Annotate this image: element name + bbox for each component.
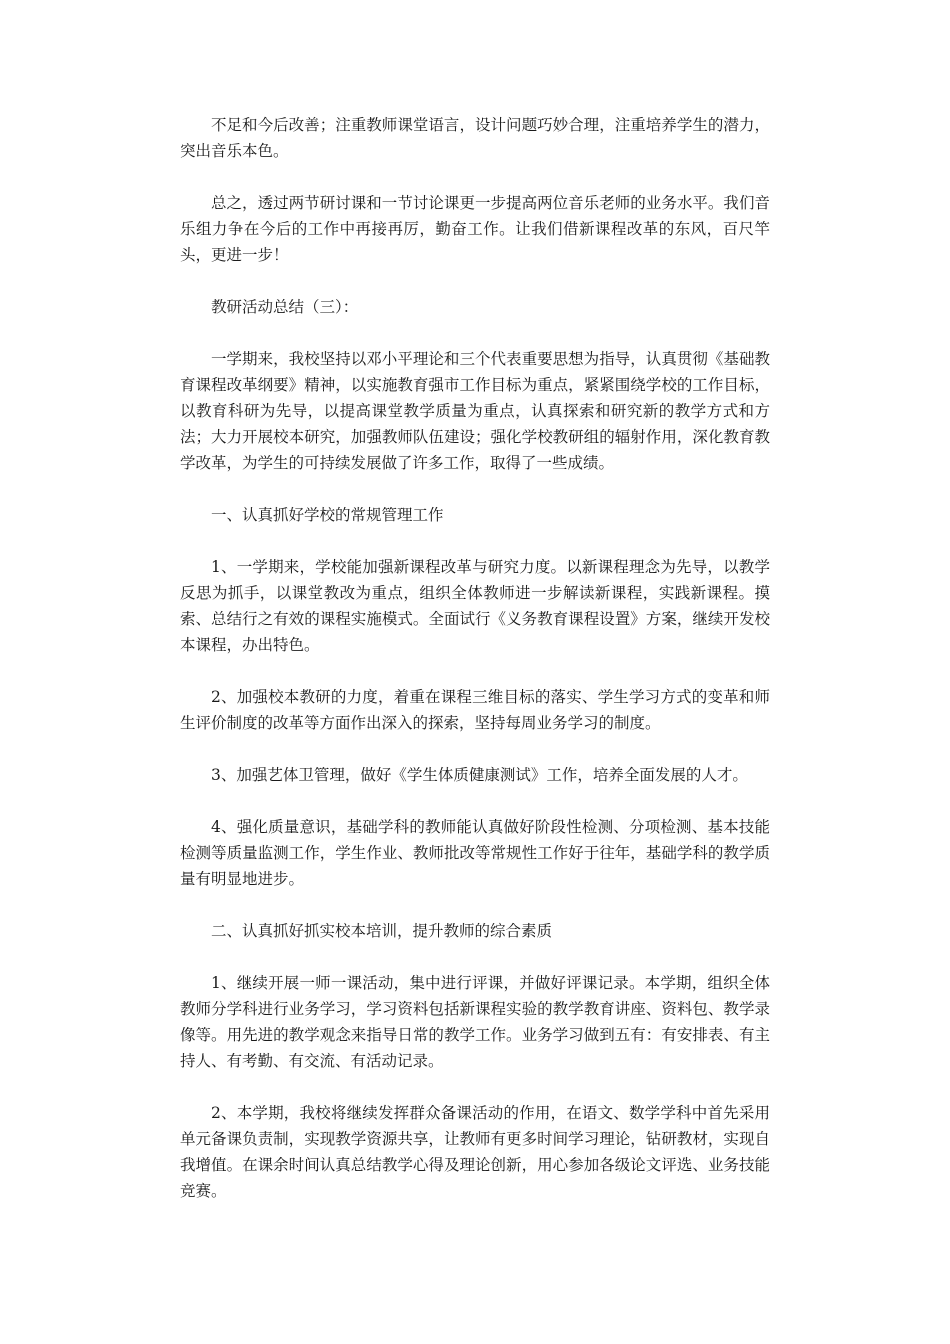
paragraph-conclusion: 总之，透过两节研讨课和一节讨论课更一步提高两位音乐老师的业务水平。我们音乐组力争在今后的工作中再接再厉，勤奋工作。让我们借新课程改革的东风，百尺竿头，更进一步！ [180, 194, 770, 264]
paragraph-continuation: 不足和今后改善；注重教师课堂语言，设计问题巧妙合理，注重培养学生的潜力，突出音乐本色。 [180, 116, 770, 160]
paragraph-item: 2、加强校本教研的力度，着重在课程三维目标的落实、学生学习方式的变革和师生评价制度的改革等方面作出深入的探索，坚持每周业务学习的制度。 [180, 688, 770, 732]
paragraph-intro: 一学期来，我校坚持以邓小平理论和三个代表重要思想为指导，认真贯彻《基础教育课程改革纲要》精神，以实施教育强市工作目标为重点，紧紧围绕学校的工作目标，以教育科研为先导，以提高课堂教学质量为重点，认真探索和研究新的教学方式和方法；大力开展校本研究，加强教师队伍建设；强化学校教研组的辐射作用，深化教育教学改革，为学生的可持续发展做了许多工作，取得了一些成绩。 [180, 350, 770, 472]
paragraph-item: 1、一学期来，学校能加强新课程改革与研究力度。以新课程理念为先导，以教学反思为抓手，以课堂教改为重点，组织全体教师进一步解读新课程，实践新课程。摸索、总结行之有效的课程实施模式。全面试行《义务教育课程设置》方案，继续开发校本课程，办出特色。 [180, 558, 770, 654]
paragraph-item: 4、强化质量意识，基础学科的教师能认真做好阶段性检测、分项检测、基本技能检测等质量监测工作，学生作业、教师批改等常规性工作好于往年，基础学科的教学质量有明显地进步。 [180, 818, 770, 888]
paragraph-item: 3、加强艺体卫管理，做好《学生体质健康测试》工作，培养全面发展的人才。 [211, 766, 748, 784]
document-body [180, 112, 770, 1230]
heading-one: 一、认真抓好学校的常规管理工作 [211, 506, 444, 524]
paragraph-item: 1、继续开展一师一课活动，集中进行评课，并做好评课记录。本学期，组织全体教师分学科进行业务学习，学习资料包括新课程实验的教学教育讲座、资料包、教学录像等。用先进的教学观念来指导日常的教学工作。业务学习做到五有：有安排表、有主持人、有考勤、有交流、有活动记录。 [180, 974, 770, 1070]
paragraph-item: 2、本学期，我校将继续发挥群众备课活动的作用，在语文、数学学科中首先采用单元备课负责制，实现教学资源共享，让教师有更多时间学习理论，钻研教材，实现自我增值。在课余时间认真总结教学心得及理论创新，用心参加各级论文评选、业务技能竞赛。 [180, 1104, 770, 1200]
section-title: 教研活动总结（三）： [211, 298, 359, 316]
heading-two: 二、认真抓好抓实校本培训，提升教师的综合素质 [211, 922, 553, 940]
